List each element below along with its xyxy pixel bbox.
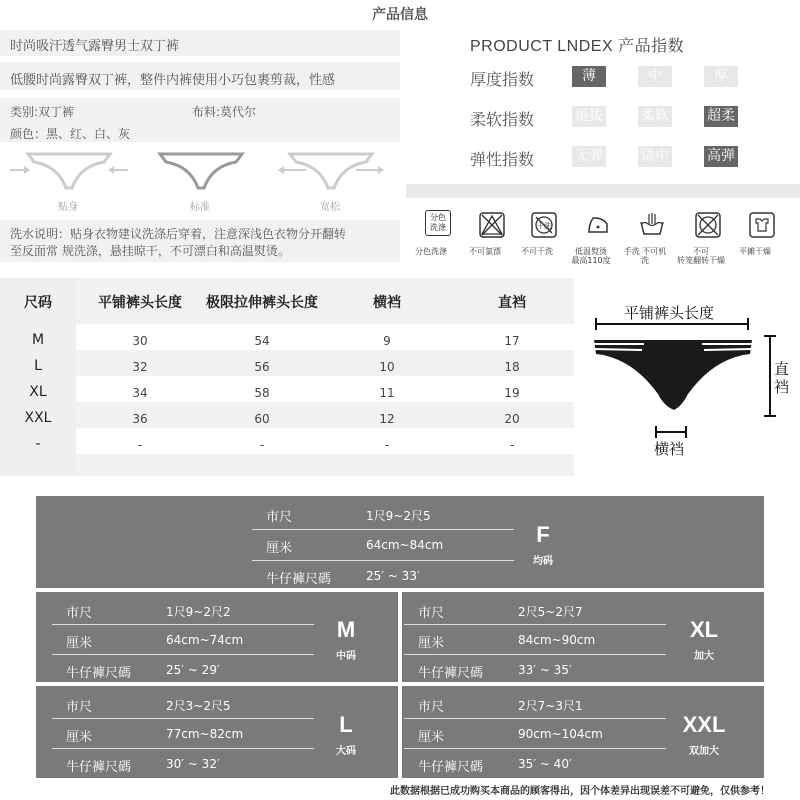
panel-divider: [404, 624, 666, 625]
care-label-0: 分色洗涤: [415, 247, 447, 256]
care-label-4: 手洗 不可机洗: [623, 247, 667, 265]
panel-row-label: 厘米: [266, 541, 293, 556]
size-panel-m: [36, 592, 398, 682]
panel-row-value: 2尺3~2尺5: [166, 699, 231, 713]
index-chip-2-1: 适中: [638, 146, 672, 167]
panel-row-value: 64cm~84cm: [366, 538, 444, 552]
svg-text:干洗: 干洗: [537, 222, 551, 230]
size-header-3: 横裆: [373, 295, 401, 311]
care-label-5: 不可 转笼翻转干燥: [677, 247, 725, 265]
product-category: 类别:双丁裤: [10, 105, 75, 119]
panel-divider: [404, 654, 666, 655]
panel-divider: [404, 718, 666, 719]
panel-divider: [252, 560, 514, 561]
low-iron-icon: [583, 210, 613, 240]
panel-row-label: 牛仔褲尺碼: [418, 666, 484, 681]
panel-row-value: 35′ ~ 40′: [518, 757, 572, 771]
panel-size-name: 均码: [533, 556, 553, 567]
panel-size-name: 双加大: [689, 746, 719, 757]
panel-row-label: 厘米: [418, 730, 445, 745]
size-table-row-bg-6: [76, 454, 574, 476]
size-cell-1-1: 32: [132, 360, 148, 374]
panel-divider: [52, 748, 314, 749]
size-cell-3-3: 12: [379, 412, 395, 426]
panel-row-value: 30′ ~ 32′: [166, 757, 220, 771]
separate-wash-icon: 分色 洗涤: [425, 210, 451, 236]
care-item-hand-wash: [634, 210, 670, 240]
crotch-label: 横裆: [654, 440, 685, 458]
care-item-no-dry-clean: [526, 210, 562, 240]
panel-divider: [404, 748, 666, 749]
panel-row-value: 2尺5~2尺7: [518, 605, 583, 619]
size-cell-2-0: XL: [29, 384, 47, 400]
panel-size-code: XXL: [682, 712, 726, 737]
size-panel-xxl: [402, 686, 764, 778]
panel-size-code: M: [336, 617, 356, 642]
panel-row-label: 牛仔褲尺碼: [418, 760, 484, 775]
index-name-2: 弹性指数: [470, 150, 535, 169]
no-bleach-icon: [477, 210, 507, 240]
page-title: 产品信息: [372, 7, 428, 23]
wash-instructions-line-1: 洗水说明：贴身衣物建议洗涤后穿着，注意深浅色衣物分开翻转: [10, 227, 347, 241]
size-cell-0-2: 54: [254, 334, 270, 348]
flat-dry-icon: [747, 210, 777, 240]
care-item-no-tumble-dry: [690, 210, 726, 240]
size-panel-l: [36, 686, 398, 778]
panel-row-label: 牛仔褲尺碼: [66, 760, 132, 775]
size-header-1: 平铺裤头长度: [98, 295, 182, 311]
product-colors: 颜色：黑、红、白、灰: [10, 127, 131, 141]
index-chip-1-0: 挺拔: [572, 106, 606, 127]
index-name-1: 柔软指数: [470, 110, 535, 129]
panel-row-value: 1尺9~2尺5: [366, 509, 431, 523]
panel-row-label: 市尺: [418, 606, 445, 621]
fit-label-loose: 宽松: [320, 202, 340, 213]
product-description: 低腰时尚露臀双丁裤，整件内裤使用小巧包裹剪裁，性感: [10, 73, 336, 88]
measurement-diagram: [584, 294, 794, 464]
index-chip-0-0: 薄: [572, 66, 606, 87]
panel-size-code: L: [339, 712, 353, 737]
fit-label-slim: 贴身: [58, 202, 78, 213]
index-chip-1-2: 超柔: [704, 106, 738, 127]
footer-disclaimer: 此数据根据已成功购买本商品的顾客得出，因个体差异出现误差不可避免，仅供参考！: [390, 786, 770, 797]
size-cell-1-0: L: [34, 358, 42, 374]
panel-size-name: 加大: [694, 651, 714, 662]
care-label-2: 不可干洗: [521, 247, 553, 256]
panel-divider: [252, 529, 514, 530]
care-item-separate-wash: [420, 210, 456, 236]
panel-row-value: 84cm~90cm: [518, 633, 596, 647]
panel-row-label: 牛仔褲尺碼: [266, 572, 332, 587]
panel-row-value: 77cm~82cm: [166, 727, 244, 741]
index-chip-1-1: 柔软: [638, 106, 672, 127]
index-chip-2-0: 无弹: [572, 146, 606, 167]
wash-instructions-line-2: 至反面常 规洗涤，悬挂晾干，不可漂白和高温熨烫。: [10, 244, 290, 258]
width-label: 平铺裤头长度: [624, 304, 715, 322]
size-cell-2-3: 11: [379, 386, 395, 400]
panel-row-value: 1尺9~2尺2: [166, 605, 231, 619]
size-cell-0-1: 30: [132, 334, 148, 348]
briefs-measure-drawing: [584, 294, 794, 464]
care-label-6: 平摊干燥: [739, 247, 771, 256]
panel-row-label: 厘米: [66, 636, 93, 651]
panel-size-name: 大码: [336, 746, 356, 757]
panel-row-value: 64cm~74cm: [166, 633, 244, 647]
size-cell-0-4: 17: [504, 334, 520, 348]
height-label: 直裆: [774, 360, 790, 396]
panel-size-code: F: [536, 522, 550, 547]
size-cell-2-2: 58: [254, 386, 270, 400]
index-chip-2-2: 高弹: [704, 146, 738, 167]
care-label-3: 低温熨烫 最高110度: [571, 247, 611, 265]
panel-row-value: 90cm~104cm: [518, 727, 603, 741]
size-cell-3-1: 36: [132, 412, 148, 426]
size-cell-0-0: M: [31, 332, 45, 348]
panel-row-value: 2尺7~3尺1: [518, 699, 583, 713]
no-dry-clean-icon: [529, 210, 559, 240]
panel-row-label: 厘米: [66, 730, 93, 745]
panel-row-value: 25′ ~ 33′: [366, 569, 420, 583]
size-panel-xl: [402, 592, 764, 682]
size-cell-1-4: 18: [504, 360, 520, 374]
panel-row-label: 市尺: [418, 700, 445, 715]
index-chip-0-2: 厚: [704, 66, 738, 87]
hand-wash-icon: [637, 210, 667, 240]
care-item-low-iron: [580, 210, 616, 240]
fit-label-standard: 标准: [190, 202, 210, 213]
no-tumble-dry-icon: [693, 210, 723, 240]
panel-row-label: 厘米: [418, 636, 445, 651]
panel-row-label: 市尺: [66, 700, 93, 715]
panel-row-label: 市尺: [66, 606, 93, 621]
index-heading: PRODUCT LNDEX 产品指数: [470, 38, 685, 55]
size-panel-f: [36, 496, 764, 588]
care-item-no-bleach: [474, 210, 510, 240]
care-label-1: 不可氯漂: [469, 247, 501, 256]
panel-divider: [52, 624, 314, 625]
size-table: [0, 278, 574, 476]
size-cell-3-4: 20: [504, 412, 520, 426]
index-name-0: 厚度指数: [470, 70, 535, 89]
product-fabric: 布料:莫代尔: [192, 105, 257, 119]
size-cell-2-4: 19: [504, 386, 520, 400]
size-cell-4-4: -: [509, 438, 515, 452]
size-header-4: 直裆: [498, 295, 526, 311]
panel-row-label: 牛仔褲尺碼: [66, 666, 132, 681]
care-item-flat-dry: [744, 210, 780, 240]
panel-divider: [52, 654, 314, 655]
panel-divider: [52, 718, 314, 719]
size-cell-4-3: -: [384, 438, 390, 452]
size-cell-0-3: 9: [383, 334, 391, 348]
size-cell-1-2: 56: [254, 360, 270, 374]
panel-row-label: 市尺: [266, 510, 293, 525]
size-header-2: 极限拉伸裤头长度: [206, 295, 318, 311]
panel-row-value: 33′ ~ 35′: [518, 663, 572, 677]
size-cell-4-0: -: [35, 436, 41, 452]
size-cell-4-1: -: [137, 438, 143, 452]
index-chip-0-1: 中: [638, 66, 672, 87]
size-cell-2-1: 34: [132, 386, 148, 400]
panel-size-code: XL: [689, 617, 719, 642]
product-name: 时尚吸汗透气露臀男士双丁裤: [10, 39, 180, 54]
care-band: [406, 184, 800, 198]
size-cell-3-0: XXL: [24, 410, 52, 426]
size-cell-1-3: 10: [379, 360, 395, 374]
size-header-0: 尺码: [24, 295, 52, 311]
panel-row-value: 25′ ~ 29′: [166, 663, 220, 677]
size-cell-3-2: 60: [254, 412, 270, 426]
size-cell-4-2: -: [259, 438, 265, 452]
panel-size-name: 中码: [336, 651, 356, 662]
